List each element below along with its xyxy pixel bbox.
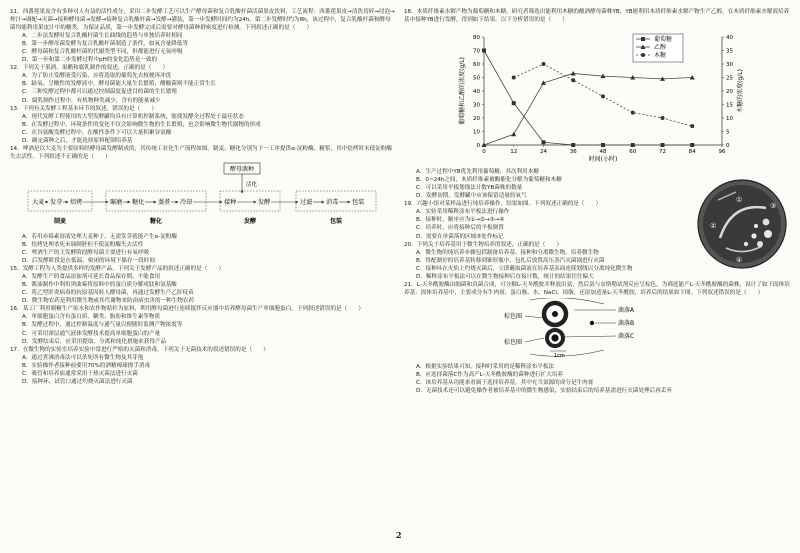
y-right-tick-label: 30: [726, 62, 733, 69]
option-c: C．酵母菌和复合乳酸杆菌的代谢类型不同，但都能进行无氧呼吸: [22, 49, 183, 56]
option-b: B．第一步酵母菌发酵为复合乳酸杆菌制造了条件，如氧含量降低等: [22, 41, 189, 48]
y-tick-label: 80: [473, 35, 480, 42]
plate-label-4: ④: [736, 256, 743, 265]
yeast-label: 酵母菌种: [229, 165, 255, 173]
legend-label: 木糖: [654, 52, 667, 60]
option-b: B．酱油制作中利用黑曲霉将原料中的蛋白质分解成肽和氨基酸: [22, 282, 177, 289]
process-step-8: 发酵: [258, 198, 271, 206]
xylose-point: [571, 78, 575, 82]
y-right-tick-label: 15: [726, 102, 733, 109]
ethanol-point: [511, 132, 516, 137]
legend-marker: [641, 37, 645, 41]
colony-a-label: 菌落A: [618, 306, 635, 314]
y-tick-label: 50: [473, 75, 480, 82]
y-tick-label: 60: [473, 62, 480, 69]
option-d: D．发酵初期，发酵罐中应该保留适量的氧气: [416, 193, 527, 200]
option-c: C．三种发酵过程中都可以通过控制温度促进目的菌的生长繁殖: [22, 89, 177, 96]
y-tick-label: 70: [473, 48, 480, 55]
question-stem: 13．下列有关发酵工程基本环节的叙述，错误的是（ ）: [10, 105, 157, 112]
option-a: A．为了防止发酵液受污染，应将选取的葡萄先去枝梗再冲洗: [22, 73, 172, 80]
y-tick-label: 30: [473, 102, 480, 109]
option-c: C．吸管和培养皿通常采用干热灭菌法进行灭菌: [22, 370, 138, 377]
option-b: B．发酵过程中，通过控制温度与通气量以便随时监测产物浓度等: [22, 322, 183, 329]
option-d: D．发酵结束后，应采用提取、分离和纯化措施来获得产品: [22, 338, 167, 345]
glucose-point: [542, 140, 546, 144]
x-tick-label: 60: [629, 149, 637, 156]
legend-marker: [641, 53, 645, 57]
option-c: C．可采用深层通气液体发酵技术提高单细胞蛋白的产量: [22, 330, 161, 337]
question-17: [10, 346, 395, 386]
option-a: A．现代发酵工程使用的大型发酵罐均具有计算机控制系统，能使发酵全过程处于最佳状态: [22, 113, 244, 120]
activation-label: 活化: [246, 181, 258, 188]
xylose-point: [601, 94, 605, 98]
y-right-tick-label: 35: [726, 48, 733, 55]
option-b: B．接种时，顺序应为①→②→③→④: [416, 217, 505, 224]
x-tick-label: 84: [688, 149, 696, 156]
y-right-tick-label: 10: [726, 116, 733, 123]
option-d: D．无菌技术还可以避免操作者被培养基中的微生物感染，实验结束后的培养基需进行灭菌处理后再丢弃: [416, 388, 673, 395]
xylose-point: [661, 116, 665, 120]
option-b: B．0~24h之间，木质纤维素被酶催化分解为葡萄糖和木糖: [416, 177, 562, 184]
glucose-point: [482, 49, 486, 53]
y-tick-label: 20: [473, 116, 480, 123]
glucose-point: [512, 101, 516, 105]
scale-label: 1cm: [554, 352, 565, 358]
x-tick-label: 24: [540, 149, 547, 156]
section-saccharification: 糖化: [149, 217, 163, 225]
x-tick-label: 96: [718, 149, 726, 156]
option-b: B．在发酵过程中，环境条件的变化不仅会影响微生物的生长繁殖，也会影响微生物代谢物的形成: [22, 121, 261, 128]
section-fermentation: 发酵: [243, 217, 257, 225]
colony-b-label: 菌落B: [618, 319, 635, 327]
question-stem: 17．在微生物的实验室培养实验中常进行严格的灭菌和消毒，下列关于无菌技术的叙述错误的是（ ）: [10, 346, 269, 353]
option-b: B．得配制好的培养基转移到锥形瓶中，包扎后放置高压蒸汽灭菌锅进行灭菌: [416, 257, 605, 264]
question-16: [10, 305, 395, 345]
colony-figure: [404, 298, 792, 361]
option-d: D．微生物农药是利用微生物或其代谢物来防治病虫害的一种生物农药: [22, 298, 195, 305]
x-tick-label: 36: [569, 149, 577, 156]
question-stem: 14．啤酒是以大麦为主要原料经酵母菌发酵制成的，其传统工业化生产流程如图。制麦、糖化分别为下一工序提供α-淀粉酶、糖浆，其中焙烤时未使淀粉酶失去活性。下列叙述不正确的是（ ）: [10, 145, 393, 160]
x-tick-label: 12: [510, 149, 518, 156]
page-number: 2: [396, 530, 402, 540]
y-right-tick-label: 40: [726, 35, 733, 42]
question-stem: 19．兴趣小组对某样品进行纯培养操作，结果如图。下列叙述正确的是（ ）: [404, 201, 602, 208]
option-b: B．焙烤处理杀死未调制胚但不使淀粉酶失去活性: [22, 241, 144, 248]
glucose-point: [661, 143, 665, 147]
process-chain: [32, 198, 364, 206]
process-step-2: 焙烤: [70, 198, 83, 206]
colony-svg: [404, 298, 792, 358]
option-d: D．确定菌种之后，才能选择原料配制培养基: [22, 137, 133, 144]
glucose-point: [631, 143, 635, 147]
question-18: [404, 8, 792, 200]
legend-label: 乙醇: [654, 44, 667, 52]
fermentation-chart: [404, 25, 792, 166]
ethanol-point: [571, 71, 576, 76]
plate-label-3: ③: [770, 202, 777, 211]
right-column: [404, 8, 792, 395]
question-14: [10, 145, 395, 265]
process-step-0: 大麦: [32, 198, 45, 206]
option-d: D．后发酵阶段是在低温、密闭的环境下储存一段时间: [22, 258, 155, 265]
process-flow-svg: [10, 162, 395, 228]
option-a: A．根据实验结果可知，接种时采用的是稀释涂布平板法: [416, 363, 555, 370]
option-a: A．若用赤霉素溶液处理大麦种子，无需发芽就能产生α-淀粉酶: [22, 233, 177, 240]
y-right-tick-label: 25: [726, 75, 733, 82]
legend-label: 葡萄糖: [654, 36, 673, 44]
option-c: C．将乙型肝炎病毒的抗原基因转入酵母菌，再通过发酵生产乙肝疫苗: [22, 290, 194, 297]
y-right-tick-label: 20: [726, 89, 733, 96]
xylose-point: [690, 124, 694, 128]
option-a: A．二步法发酵时复合乳酸杆菌生长曲线的趋势与单独培养时相同: [22, 33, 183, 40]
xylose-point: [512, 76, 516, 80]
option-b: B．应选择菌落C作为高产L-天冬酰胺酶的菌种进行扩大培养: [416, 371, 564, 378]
option-d: D．接种环、试管口通过灼烧灭菌法进行灭菌: [22, 378, 133, 385]
question-stem: 16．某工厂利用制糖生产废水和农作物秸秆为原料，利用酵母菌进行连续搅拌反应器中培养酵母菌生产单细胞蛋白，下列叙述错误的是（ ）: [10, 306, 364, 313]
plate-label-1: ①: [736, 196, 743, 205]
question-stem: 15．发酵工程为人类提供多样的发酵产品，下列关于发酵产品的叙述正确的是（ ）: [10, 266, 225, 273]
xylose-point: [631, 111, 635, 115]
process-step-9: 过滤: [300, 198, 313, 206]
option-c: C．啤酒生产的主发酵阶段酵母菌主要进行有氧呼吸: [22, 250, 149, 257]
brown-ring-label-top: 棕色圈: [504, 312, 523, 320]
y-tick-label: 40: [473, 89, 480, 96]
process-step-10: 消毒: [326, 198, 339, 206]
glucose-point: [690, 143, 694, 147]
option-c: C．接种环在火焰上灼烧灭菌后，立即蘸取菌液在培养基表面连续划线以分离纯化微生物: [416, 265, 633, 272]
question-stem: 20．下列关于培养基用于微生物培养的叙述，正确的是（ ）: [404, 241, 563, 248]
option-c: C．可以采用平板划线法计数YB菌株的数量: [416, 185, 523, 192]
process-step-5: 蒸煮: [158, 198, 171, 206]
glucose-point: [601, 143, 605, 147]
process-step-11: 包装: [352, 198, 365, 206]
x-axis-label: 时间(小时): [588, 156, 618, 164]
process-step-3: 碾磨: [110, 198, 123, 206]
option-d: D．稀释涂布平板法可以在微生物接种后直接计数，统计的结果往往偏大: [416, 273, 594, 280]
question-stem: 11．西番莲果皮含有多种对人有益的活性成分，采用二步发酵工艺可以生产酵母菌和复合乳酸杆菌活菌果皮饮料，工艺流程：西番莲果皮→清洗切碎→浸泡→榨汁→调配→灭菌→接种酵母菌→发酵→接种复合乳酸杆菌→发酵→灌装，第一步发酵时间约为24h，第二步发酵时约为8h，该过程中，复合乳酸杆菌和酵母菌均能利用果皮汁中的糖类，为保证品质，第一步发酵完成后需要对酵母菌种群密度进行检测。下列叙述正确的是（ ）: [10, 9, 395, 32]
x-tick-label: 0: [482, 149, 486, 156]
section-malting: 制麦: [53, 217, 67, 225]
option-c: C．培养时，应将接种后的平板倒置: [416, 225, 504, 232]
glucose-point: [571, 143, 575, 147]
option-a: A．通过煮沸消毒法可以杀死所有微生物及其芽孢: [22, 354, 144, 361]
section-packaging: 包装: [329, 217, 343, 225]
y-tick-label: 10: [473, 129, 480, 136]
question-stem: 21．L-天冬酰胺酶由细菌和真菌合成，可分解L-天冬酰胺并释放出氨，然后氨与奈斯勒试剂反应呈棕色。为筛选能产L-天冬酰胺酶的菌株，设计了如下固体培养基：固体培养基中，主要成分有牛肉膏、蛋白胨、水、NaCl、琼脂，还添加适量L-天冬酰胺，培养后的结果如下图。下列叙述错误的是（ ）: [404, 281, 790, 296]
y-tick-label: 0: [476, 143, 480, 150]
option-c: C．该培养基从功能来看属于选择培养基，其中充当氮源的成分是牛肉膏: [416, 380, 594, 387]
question-21: [404, 281, 792, 395]
question-12: [10, 64, 395, 104]
question-15: [10, 265, 395, 305]
y-right-tick-label: 0: [726, 143, 730, 150]
option-c: C．在谷氨酸发酵过程中，在酸性条件下可以大量积累谷氨酸: [22, 129, 172, 136]
option-d: D．腐乳制作过程中，有机物种类减少，含有的能量减少: [22, 97, 161, 104]
question-stem: 18．木质纤维素水解产物为葡萄糖和木糖。研究者筛选出能利用木糖的酿酒酵母菌株YB，YB能利用木质纤维素水解产物生产乙醇，在木质纤维素水解液培养基中接种YB进行发酵，得到如下结果。以下分析错误的是（ ）: [404, 9, 790, 24]
question-11: [10, 8, 395, 64]
series-line-葡萄糖: [484, 51, 692, 146]
option-a: A．发酵生产的食品添加剂可延长食品保存期，不能食用: [22, 274, 161, 281]
y-axis-label: 葡萄糖和乙醇的浓度(g/L): [459, 57, 466, 126]
question-13: [10, 105, 395, 145]
y-axis-right-label: 木糖的浓度(g/L): [737, 69, 744, 114]
y-right-tick-label: 5: [726, 129, 730, 136]
process-step-6: 冷却: [180, 198, 193, 206]
plate-label-2: ②: [710, 222, 717, 231]
xylose-point: [542, 62, 546, 66]
process-step-1: 发芽: [50, 198, 63, 206]
process-step-4: 糖化: [132, 198, 145, 206]
x-tick-label: 48: [599, 149, 607, 156]
option-b: B．实验操作者接种前要用70%的酒精棉球擦手消毒: [22, 362, 151, 369]
option-a: A．单细胞蛋白含有蛋白质、糖类、脂肪和维生素等物质: [22, 314, 161, 321]
colony-c-label: 菌落C: [618, 332, 635, 340]
option-a: A．实验采用稀释涂布平板法进行操作: [416, 209, 510, 216]
x-tick-label: 72: [659, 149, 666, 156]
option-b: B．缺氧、呈酸性的发酵液中，酵母菌能大量生长繁殖，醋酸菌则不能正常生长: [22, 81, 217, 88]
option-d: D．第一步和第二步发酵过程中pH的变化趋势是一致的: [22, 57, 158, 64]
beer-process-diagram: [10, 162, 395, 231]
question-stem: 12．下列关于果酒、果醋和腐乳制作的叙述，正确的是（ ）: [10, 65, 169, 72]
process-step-7: 接种: [224, 198, 237, 206]
option-d: D．需要在单菌落的区域⑤处作标记: [416, 233, 504, 240]
series-line-乙醇: [484, 74, 692, 146]
chart-svg: [404, 25, 792, 163]
option-a: A．生产过程中YB优先利用葡萄糖，其次利用木糖: [416, 169, 539, 176]
brown-ring-label-bottom: 棕色圈: [504, 338, 523, 346]
petri-plate-photo: [696, 178, 788, 270]
left-column: [10, 8, 395, 386]
option-a: A．微生物的纯培养步骤包括制备培养基、接种和分离微生物、培养微生物: [416, 249, 599, 256]
